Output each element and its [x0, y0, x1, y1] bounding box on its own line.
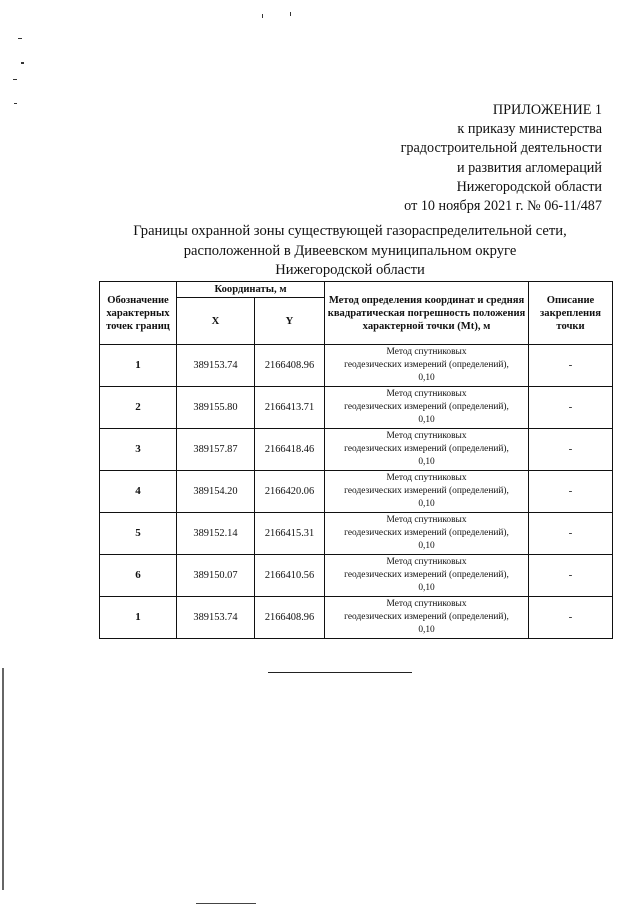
- header-x: X: [177, 298, 255, 345]
- header-coordinates: Координаты, м: [177, 282, 325, 298]
- table-row: [100, 513, 613, 555]
- method-line: 0,10: [418, 457, 435, 467]
- table-row: [100, 555, 613, 597]
- title-line: Границы охранной зоны существующей газораспределительной сети,: [133, 223, 567, 239]
- table-row: [100, 345, 613, 387]
- title-line: Нижегородской области: [275, 262, 425, 278]
- point-number: 1: [100, 345, 177, 387]
- point-description: -: [529, 597, 613, 639]
- method-cell: [325, 555, 529, 597]
- title-line: расположенной в Дивеевском муниципальном округе: [183, 242, 517, 259]
- scan-mark: [290, 12, 291, 16]
- coord-y: 2166410.56: [255, 555, 325, 597]
- method-line: Метод спутниковых: [386, 431, 467, 441]
- method-cell: [325, 387, 529, 429]
- table-row: [100, 597, 613, 639]
- coord-y: 2166413.71: [255, 387, 325, 429]
- point-description: -: [529, 555, 613, 597]
- method-line: 0,10: [418, 583, 435, 593]
- bottom-edge-line: [196, 903, 256, 904]
- scan-edge-line: [2, 668, 4, 890]
- method-line: Метод спутниковых: [386, 389, 467, 399]
- point-description: -: [529, 429, 613, 471]
- table-row: [100, 387, 613, 429]
- appendix-line: Нижегородской области: [456, 178, 602, 195]
- point-number: 3: [100, 429, 177, 471]
- method-line: геодезических измерений (определений),: [344, 360, 509, 370]
- scan-mark: [262, 14, 263, 18]
- point-description: -: [529, 471, 613, 513]
- table-row: [100, 429, 613, 471]
- method-cell: [325, 597, 529, 639]
- appendix-line: градостроительной деятельности: [400, 140, 602, 157]
- coord-y: 2166420.06: [255, 471, 325, 513]
- coord-x: 389150.07: [177, 555, 255, 597]
- method-line: Метод спутниковых: [386, 473, 467, 483]
- table-row: [100, 471, 613, 513]
- header-description: Описание закрепления точки: [529, 282, 613, 345]
- method-line: геодезических измерений (определений),: [344, 612, 509, 622]
- scan-mark: [14, 103, 17, 104]
- header-point-designation: Обозначение характерных точек границ: [100, 282, 177, 345]
- point-description: -: [529, 345, 613, 387]
- method-cell: [325, 345, 529, 387]
- method-cell: [325, 471, 529, 513]
- coord-x: 389152.14: [177, 513, 255, 555]
- method-line: геодезических измерений (определений),: [344, 486, 509, 496]
- coord-y: 2166408.96: [255, 345, 325, 387]
- method-line: 0,10: [418, 499, 435, 509]
- method-line: Метод спутниковых: [386, 557, 467, 567]
- scan-mark: [13, 79, 17, 80]
- method-line: 0,10: [418, 415, 435, 425]
- coord-y: 2166415.31: [255, 513, 325, 555]
- method-line: геодезических измерений (определений),: [344, 444, 509, 454]
- appendix-line: и развития агломераций: [456, 159, 602, 176]
- method-line: Метод спутниковых: [386, 515, 467, 525]
- header-y: Y: [255, 298, 325, 345]
- point-description: -: [529, 387, 613, 429]
- method-line: геодезических измерений (определений),: [344, 528, 509, 538]
- coord-x: 389155.80: [177, 387, 255, 429]
- scan-mark: [18, 38, 22, 39]
- footer-separator-line: [268, 672, 412, 673]
- coord-x: 389153.74: [177, 345, 255, 387]
- appendix-line: к приказу министерства: [457, 121, 602, 138]
- method-line: 0,10: [418, 541, 435, 551]
- point-number: 4: [100, 471, 177, 513]
- document-title: [100, 222, 600, 281]
- coord-y: 2166418.46: [255, 429, 325, 471]
- coord-y: 2166408.96: [255, 597, 325, 639]
- method-line: 0,10: [418, 625, 435, 635]
- scan-mark: [21, 62, 24, 64]
- appendix-line: ПРИЛОЖЕНИЕ 1: [492, 102, 602, 118]
- header-method: Метод определения координат и средняя квадратическая погрешность положения характерной точки (Mt), м: [325, 282, 529, 345]
- point-number: 6: [100, 555, 177, 597]
- coord-x: 389153.74: [177, 597, 255, 639]
- boundary-points-table: [99, 281, 613, 639]
- method-line: Метод спутниковых: [386, 347, 467, 357]
- coord-x: 389154.20: [177, 471, 255, 513]
- method-cell: [325, 429, 529, 471]
- appendix-line: от 10 ноября 2021 г. № 06-11/487: [404, 198, 602, 215]
- point-number: 2: [100, 387, 177, 429]
- point-number: 5: [100, 513, 177, 555]
- point-description: -: [529, 513, 613, 555]
- method-line: геодезических измерений (определений),: [344, 570, 509, 580]
- method-line: 0,10: [418, 373, 435, 383]
- method-cell: [325, 513, 529, 555]
- appendix-header: [401, 101, 602, 216]
- method-line: Метод спутниковых: [386, 599, 467, 609]
- point-number: 1: [100, 597, 177, 639]
- method-line: геодезических измерений (определений),: [344, 402, 509, 412]
- coord-x: 389157.87: [177, 429, 255, 471]
